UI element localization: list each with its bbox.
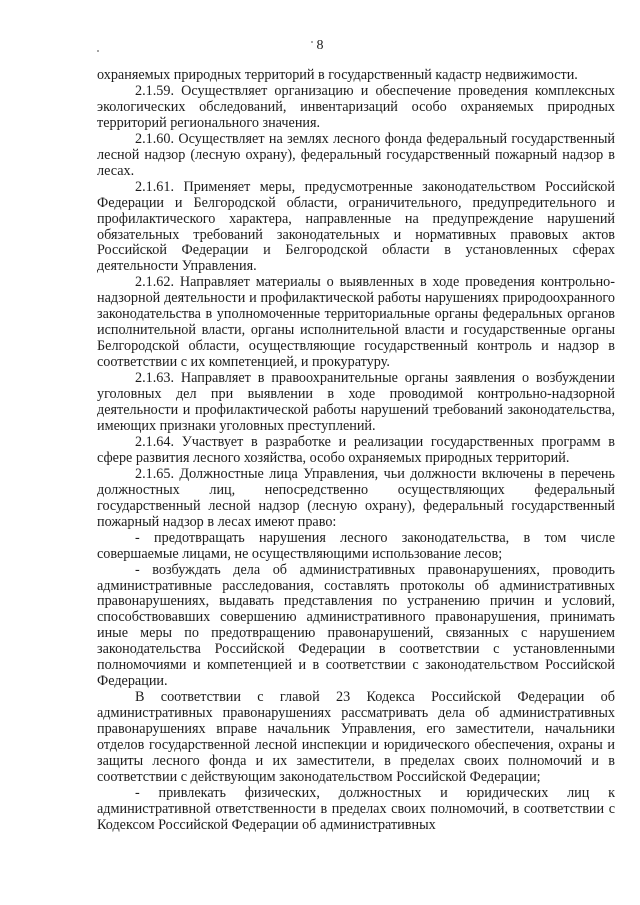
paragraph-2-1-63: 2.1.63. Направляет в правоохранительные органы заявления о возбуждении уголовных дел при выявлении в ходе проводимой контрольно-надзорной деятельности и профилактической работы нарушений требований законодательства, имеющих признаки уголовных преступлений. — [97, 370, 615, 434]
paragraph-2-1-64: 2.1.64. Участвует в разработке и реализации государственных программ в сфере развития лесного хозяйства, особо охраняемых природных территорий. — [97, 433, 615, 466]
paragraph-continuation: охраняемых природных территорий в государственный кадастр недвижимости. — [97, 67, 578, 83]
paragraph-2-1-61: 2.1.61. Применяет меры, предусмотренные законодательством Российской Федерации и Белгородской области, ограничительного, предупредительного и профилактического характера, направленные на предупреждение нарушений обязательных требований законодательных и нормативных правовых актов Российской Федерации и Белгородской области в установленных сферах деятельности Управления. — [97, 178, 615, 275]
paragraph-2-1-60: 2.1.60. Осуществляет на землях лесного фонда федеральный государственный лесной надзор (лесную охрану), федеральный государственный пожарный надзор в лесах. — [97, 130, 615, 179]
scan-speck — [311, 41, 313, 43]
paragraph-chapter-23: В соответствии с главой 23 Кодекса Российской Федерации об административных правонарушениях рассматривать дела об административных правонарушениях вправе начальник Управления, его заместители, начальники отделов государственной лесной инспекции и юридического обеспечения, охраны и защиты лесного фонда и их заместители, в пределах своих полномочий и в соответствии с действующим законодательством Российской Федерации; — [97, 689, 615, 785]
paragraph-2-1-62: 2.1.62. Направляет материалы о выявленных в ходе проведения контрольно-надзорной деятельности и профилактической работы нарушениях природоохранного законодательства в уполномоченные территориальные органы федеральных органов исполнительной власти, органы исполнительной власти и государственные органы Белгородской области, осуществляющие государственный контроль и надзор в соответствии с их компетенцией, и прокуратуру. — [97, 274, 615, 371]
document-body — [97, 68, 615, 834]
paragraph-2-1-59: 2.1.59. Осуществляет организацию и обеспечение проведения комплексных экологических обследований, инвентаризаций особо охраняемых природных территорий регионального значения. — [97, 82, 615, 131]
scan-speck — [97, 50, 99, 52]
paragraph-2-1-65: 2.1.65. Должностные лица Управления, чьи должности включены в перечень должностных лиц, непосредственно осуществляющих федеральный государственный лесной надзор (лесную охрану), федеральный государственный пожарный надзор в лесах имеют право: — [97, 465, 615, 530]
list-item-hold-liable: - привлекать физических, должностных и юридических лиц к административной ответственности в пределах своих полномочий, в соответствии с Кодексом Российской Федерации об административных — [97, 784, 615, 833]
page-number: 8 — [316, 38, 324, 53]
list-item-initiate-cases: - возбуждать дела об административных правонарушениях, проводить административные расследования, составлять протоколы об административных правонарушениях, выдавать представления по устранению причин и условий, способствовавших совершению административного правонарушения, принимать иные меры по предотвращению правонарушений, связанных с нарушением законодательства Российской Федерации в соответствии с установленными полномочиями и компетенцией и в соответствии с законодательством Российской Федерации. — [97, 561, 615, 690]
list-item-prevent: - предотвращать нарушения лесного законодательства, в том числе совершаемые лицами, не осуществляющими использование лесов; — [97, 529, 615, 562]
